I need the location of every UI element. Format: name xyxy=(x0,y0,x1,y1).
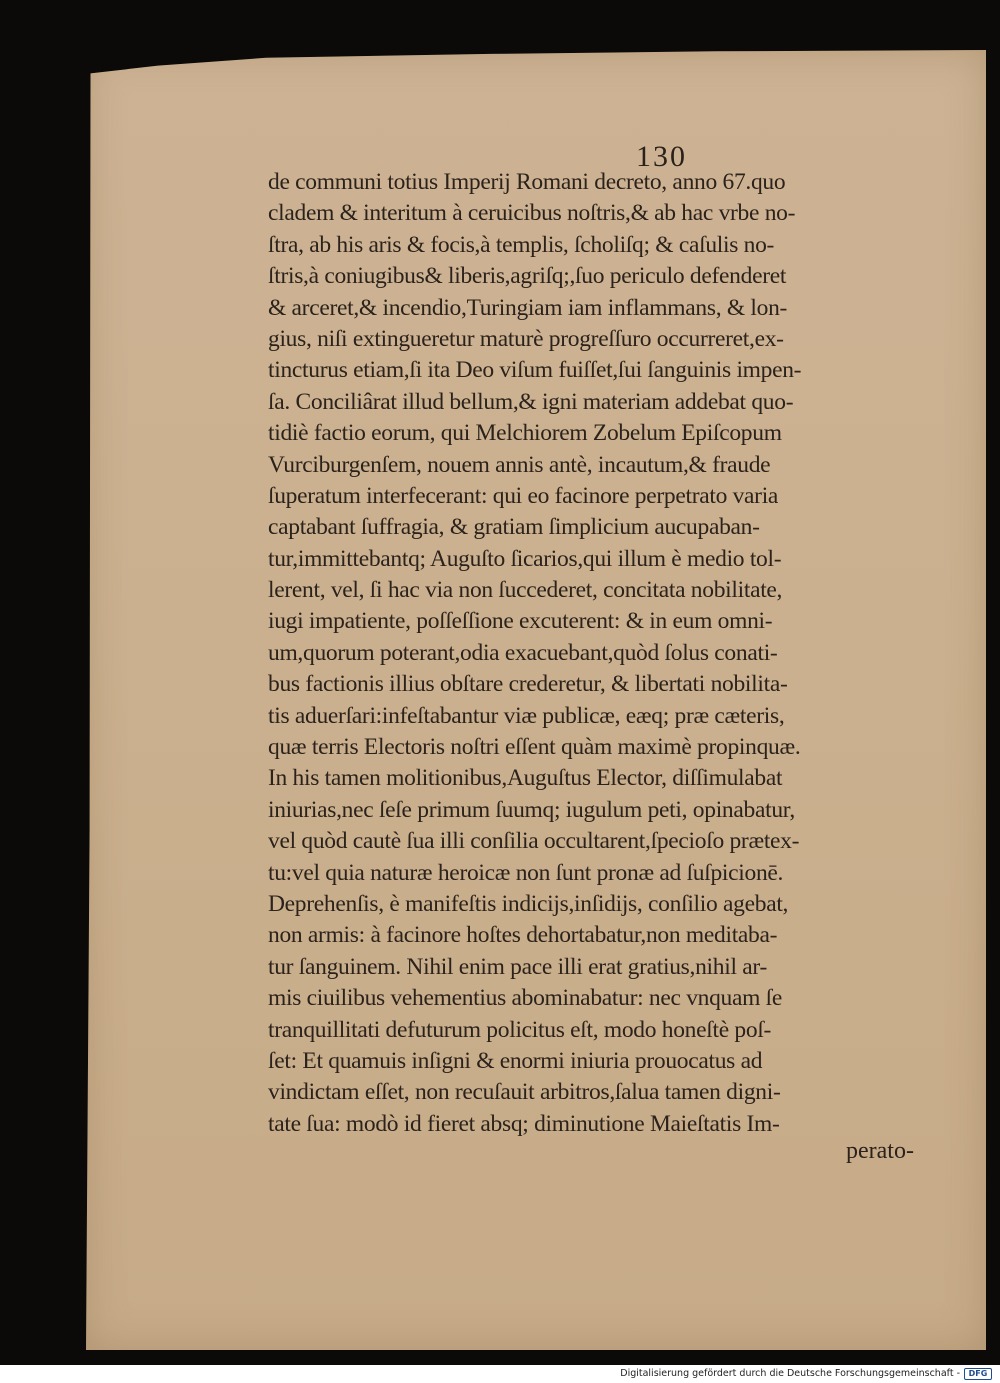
text-line: tur,immittebantq; Auguſto ſicarios,qui illum è medio tol- xyxy=(268,545,782,572)
text-line: lerent, vel, ſi hac via non ſuccederet, concitata nobilitate, xyxy=(268,577,783,604)
footer-bar xyxy=(0,1365,1000,1383)
text-line: vel quòd cautè ſua illi conſilia occultarent,ſpecioſo prætex- xyxy=(268,828,800,855)
page-number: 130 xyxy=(636,140,687,173)
text-line: Deprehenſis, è manifeſtis indicijs,inſidijs, conſilio agebat, xyxy=(268,890,789,917)
text-line: bus factionis illius obſtare crederetur, & libertati nobilita- xyxy=(268,671,788,698)
text-line: ſtris,à coniugibus& liberis,agriſq;,ſuo periculo defenderet xyxy=(268,263,787,290)
text-line: tu:vel quia naturæ heroicæ non ſunt pronæ ad ſuſpicionē. xyxy=(268,859,784,886)
text-line: tate ſua: modò id fieret absq; diminutione Maieſtatis Im- xyxy=(268,1110,780,1137)
text-line: ſa. Conciliârat illud bellum,& igni materiam addebat quo- xyxy=(268,388,794,415)
text-line: mis ciuilibus vehementius abominabatur: nec vnquam ſe xyxy=(268,985,783,1012)
text-line: ſtra, ab his aris & focis,à templis, ſcholiſq; & caſulis no- xyxy=(268,231,775,258)
body-text xyxy=(268,167,968,1140)
text-line: Vurciburgenſem, nouem annis antè, incautum,& fraude xyxy=(268,451,771,478)
text-line: tidiè factio eorum, qui Melchiorem Zobelum Epiſcopum xyxy=(268,420,782,447)
text-line: ſet: Et quamuis inſigni & enormi iniuria prouocatus ad xyxy=(268,1047,763,1074)
text-line: quæ terris Electoris noſtri eſſent quàm maximè propinquæ. xyxy=(268,734,801,761)
text-line: tis aduerſari:infeſtabantur viæ publicæ, eæq; præ cæteris, xyxy=(268,702,785,729)
text-line: In his tamen molitionibus,Auguſtus Elector, diſſimulabat xyxy=(268,765,783,792)
catchword: perato- xyxy=(846,1138,914,1164)
text-line: tincturus etiam,ſi ita Deo viſum fuiſſet,ſui ſanguinis impen- xyxy=(268,357,802,384)
text-line: iniurias,nec ſeſe primum ſuumq; iugulum peti, opinabatur, xyxy=(268,796,795,823)
text-line: de communi totius Imperij Romani decreto, anno 67.quo xyxy=(268,169,786,195)
text-line: um,quorum poterant,odia exacuebant,quòd ſolus conati- xyxy=(268,639,778,666)
text-line: non armis: à facinore hoſtes dehortabatur,non meditaba- xyxy=(268,922,778,949)
text-line: tur ſanguinem. Nihil enim pace illi erat gratius,nihil ar- xyxy=(268,953,767,980)
text-line: gius, niſi extingueretur maturè progreſſuro occurreret,ex- xyxy=(268,325,784,352)
text-line: iugi impatiente, poſſeſſione excuterent: & in eum omni- xyxy=(268,608,773,635)
text-line: vindictam eſſet, non recuſauit arbitros,ſalua tamen digni- xyxy=(268,1079,781,1106)
text-line: cladem & interitum à ceruicibus noſtris,& ab hac vrbe no- xyxy=(268,200,796,227)
text-line: & arceret,& incendio,Turingiam iam inflammans, & lon- xyxy=(268,294,788,321)
funding-credit: Digitalisierung gefördert durch die Deutsche Forschungsgemeinschaft - xyxy=(620,1368,960,1379)
text-line: tranquillitati defuturum policitus eſt, modo honeſtè poſ- xyxy=(268,1016,772,1043)
text-line: captabant ſuffragia, & gratiam ſimplicium aucupaban- xyxy=(268,514,760,541)
dfg-logo-icon: DFG xyxy=(964,1368,992,1380)
text-line: ſuperatum interfecerant: qui eo facinore perpetrato varia xyxy=(268,482,779,509)
